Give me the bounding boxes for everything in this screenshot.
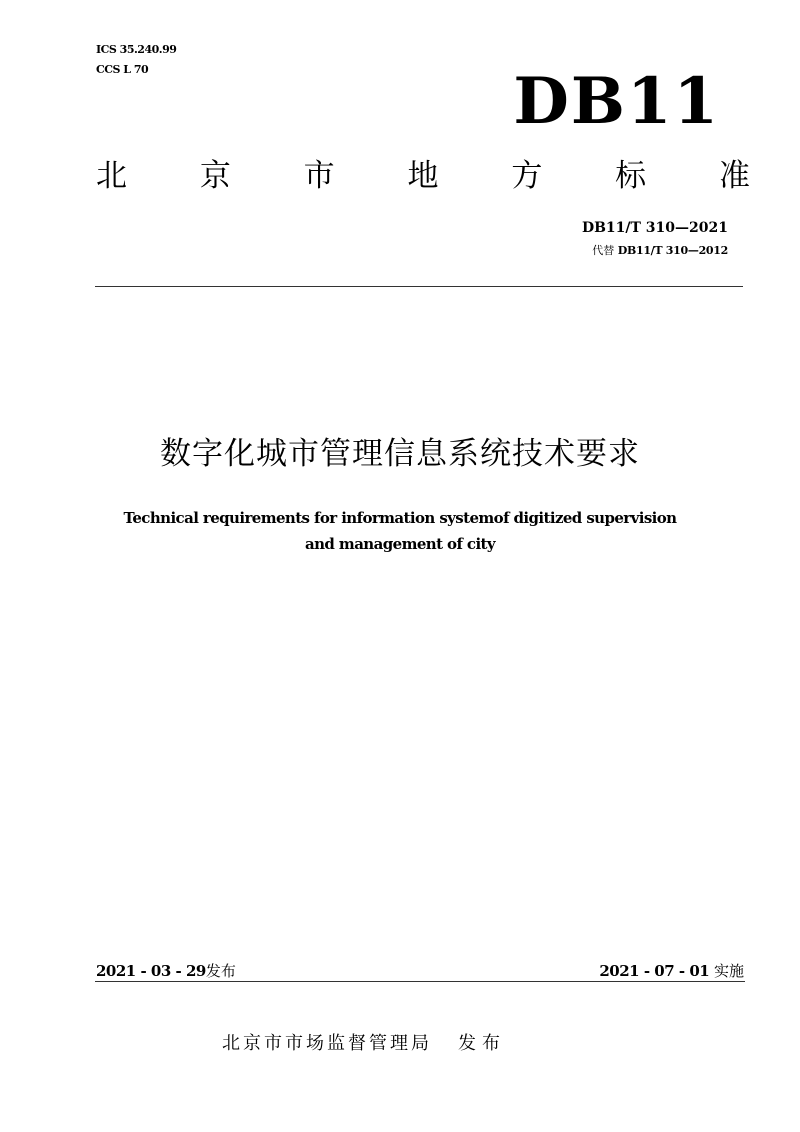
heading-char: 地 [407,158,439,194]
title-english-line: Technical requirements for information systemof digitized supervision [123,509,677,527]
issuer-line [222,1030,506,1058]
ics-code: ICS 35.240.99 [96,43,177,56]
heading-char: 标 [615,158,647,194]
footer-divider [95,981,745,982]
heading-char: 方 [511,158,543,194]
issuer-action: 发布 [458,1033,506,1054]
replaces-line [592,243,728,259]
title-chinese: 数字化城市管理信息系统技术要求 [160,436,640,472]
local-standard-heading [96,154,750,198]
title-english-line: and management of city [304,535,495,553]
ccs-code: CCS L 70 [96,63,149,76]
heading-char: 准 [718,158,750,194]
implement-date [599,960,744,982]
classification-codes [96,40,176,80]
replaces-number: DB11/T 310—2012 [617,244,728,257]
db-mark: DB11 [513,64,720,139]
publish-label: 发布 [205,962,236,980]
standard-number: DB11/T 310—2021 [581,220,728,236]
replaces-label: 代替 [592,244,615,257]
heading-char: 市 [303,158,335,194]
publish-date [96,960,236,982]
issuer-org: 北京市市场监督管理局 [222,1033,432,1054]
header-divider [95,286,743,287]
implement-date-value: 2021 - 07 - 01 [599,962,710,980]
implement-label: 实施 [713,962,744,980]
heading-char: 北 [96,158,127,194]
publish-date-value: 2021 - 03 - 29 [96,962,206,980]
title-english [60,505,740,557]
heading-char: 京 [199,158,231,194]
